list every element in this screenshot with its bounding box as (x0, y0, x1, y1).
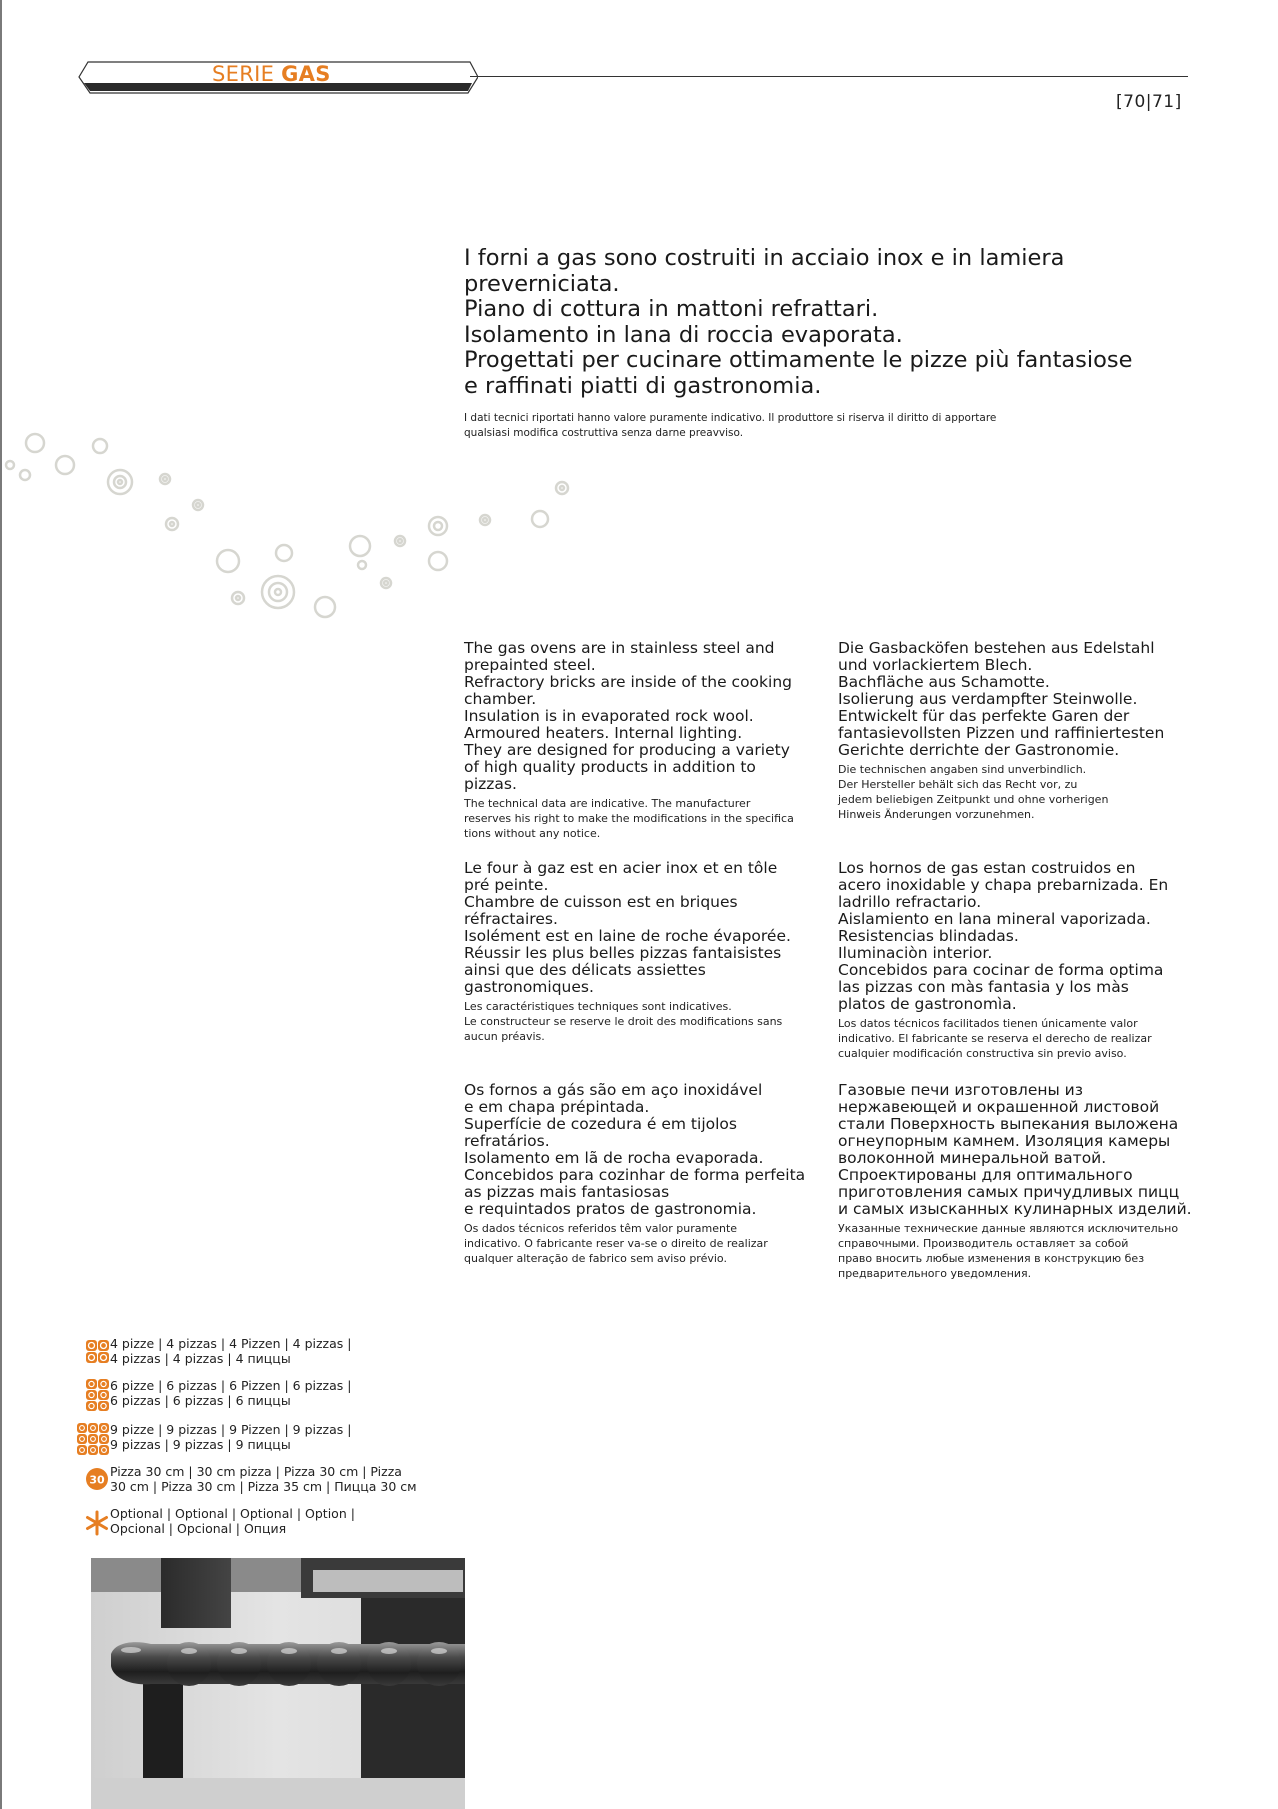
text-line: Iluminaciòn interior. (838, 944, 993, 962)
note-line: cualquier modificación constructiva sin previo aviso. (838, 1047, 1127, 1060)
decorative-circles (0, 420, 600, 630)
text-line: They are designed for producing a variety (464, 741, 790, 759)
legend-line: 9 pizzas | 9 pizzas | 9 пиццы (110, 1437, 291, 1452)
text-line: ladrillo refractario. (838, 893, 982, 911)
note-line: предварительного уведомления. (838, 1267, 1032, 1280)
note-line: jedem beliebigen Zeitpunkt und ohne vorherigen (838, 793, 1109, 806)
legend-line: 4 pizze | 4 pizzas | 4 Pizzen | 4 pizzas | (110, 1336, 352, 1351)
text-block-spanish (838, 860, 1198, 1061)
page-edge-border (0, 0, 2, 1809)
intro-lead-line: Piano di cottura in mattoni refrattari. (464, 296, 879, 322)
nine-pizza-grid-icon (76, 1422, 110, 1458)
legend-text (110, 1336, 351, 1366)
intro-note-line: qualsiasi modifica costruttiva senza darne preavviso. (464, 427, 744, 439)
legend-nine-pizzas (82, 1422, 482, 1462)
text-line: acero inoxidable y chapa prebarnizada. En (838, 876, 1169, 894)
series-name: GAS (281, 62, 331, 86)
text-line: und vorlackiertem Blech. (838, 656, 1033, 674)
legend-text (110, 1378, 351, 1408)
four-pizza-grid-icon (84, 1336, 110, 1372)
text-line: Superfície de cozedura é em tijolos (464, 1115, 737, 1133)
text-line: prepainted steel. (464, 656, 596, 674)
text-block-english (464, 640, 824, 841)
text-line: Los hornos de gas estan costruidos en (838, 859, 1136, 877)
text-line: The gas ovens are in stainless steel and (464, 639, 775, 657)
intro-lead-line: Progettati per cucinare ottimamente le pizze più fantasiose (464, 347, 1133, 373)
text-block-french (464, 860, 824, 1044)
note-line: qualquer alteração de fabrico sem aviso prévio. (464, 1252, 727, 1265)
text-line: Insulation is in evaporated rock wool. (464, 707, 754, 725)
text-line: Concebidos para cozinhar de forma perfeita (464, 1166, 806, 1184)
size-badge-number: 30 (89, 1473, 105, 1487)
note-line: справочными. Производитель оставляет за собой (838, 1237, 1129, 1250)
text-line: as pizzas mais fantasiosas (464, 1183, 670, 1201)
legend-text (110, 1464, 417, 1494)
legend-text (110, 1422, 351, 1452)
note-line: indicativo. El fabricante se reserva el derecho de realizar (838, 1032, 1152, 1045)
text-line: refratários. (464, 1132, 550, 1150)
legend-line: 6 pizze | 6 pizzas | 6 Pizzen | 6 pizzas | (110, 1378, 352, 1393)
text-line: réfractaires. (464, 910, 558, 928)
legend-six-pizzas (82, 1378, 482, 1418)
note-line: aucun préavis. (464, 1030, 545, 1043)
text-block-russian (838, 1082, 1198, 1281)
series-prefix: SERIE (212, 62, 275, 86)
note-line: Die technischen angaben sind unverbindlich. (838, 763, 1087, 776)
text-line: Aislamiento en lana mineral vaporizada. (838, 910, 1151, 928)
text-line: Gerichte derrichte der Gastronomie. (838, 741, 1120, 759)
note-line: reserves his right to make the modifications in the specifica (464, 812, 794, 825)
intro-lead-line: I forni a gas sono costruiti in acciaio inox e in lamiera (464, 245, 1065, 271)
legend-line: 6 pizzas | 6 pizzas | 6 пиццы (110, 1393, 291, 1408)
intro-lead-line: preverniciata. (464, 270, 620, 297)
note-line: Hinweis Änderungen vorzunehmen. (838, 808, 1035, 821)
text-line: Le four à gaz est en acier inox et en tôle (464, 859, 778, 877)
note-line: tions without any notice. (464, 827, 601, 840)
legend-text (110, 1506, 355, 1536)
six-pizza-grid-icon (84, 1378, 110, 1414)
note-line: Los datos técnicos facilitados tienen únicamente valor (838, 1017, 1138, 1030)
series-title (212, 62, 331, 86)
text-line: Спроектированы для оптимального (838, 1166, 1133, 1184)
text-line: Refractory bricks are inside of the cooking (464, 673, 792, 691)
legend-line: Optional | Optional | Optional | Option | (110, 1506, 355, 1521)
note-line: The technical data are indicative. The manufacturer (464, 797, 751, 810)
legend-line: 9 pizze | 9 pizzas | 9 Pizzen | 9 pizzas | (110, 1422, 352, 1437)
note-line: Der Hersteller behält sich das Recht vor, zu (838, 778, 1078, 791)
note-line: indicativo. O fabricante reser va-se o direito de realizar (464, 1237, 768, 1250)
text-line: Isolamento em lã de rocha evaporada. (464, 1149, 764, 1167)
text-line: las pizzas con màs fantasia y los màs (838, 978, 1129, 996)
text-line: Réussir les plus belles pizzas fantaisistes (464, 944, 782, 962)
text-line: приготовления самых причудливых пицц (838, 1183, 1180, 1201)
text-line: gastronomiques. (464, 978, 594, 996)
note-line: Указанные технические данные являются исключительно (838, 1222, 1179, 1235)
intro-note-line: I dati tecnici riportati hanno valore puramente indicativo. Il produttore si riserva il diritto di apportare (464, 412, 997, 424)
text-line: Bachfläche aus Schamotte. (838, 673, 1050, 691)
text-line: Газовые печи изготовлены из (838, 1081, 1083, 1099)
text-line: Die Gasbacköfen bestehen aus Edelstahl (838, 639, 1155, 657)
text-block-portuguese (464, 1082, 824, 1266)
legend-line: Opcional | Opcional | Опция (110, 1521, 287, 1536)
note-line: Le constructeur se reserve le droit des modifications sans (464, 1015, 783, 1028)
note-line: Les caractéristiques techniques sont indicatives. (464, 1000, 732, 1013)
text-line: Resistencias blindadas. (838, 927, 1019, 945)
intro-lead-line: Isolamento in lana di roccia evaporata. (464, 321, 903, 348)
text-line: огнеупорным камнем. Изоляция камеры (838, 1132, 1171, 1150)
asterisk-icon (84, 1506, 110, 1542)
text-line: Entwickelt für das perfekte Garen der (838, 707, 1130, 725)
page-number: [70|71] (1116, 92, 1182, 112)
intro-lead (464, 246, 1184, 399)
text-line: нержавеющей и окрашенной листовой (838, 1098, 1160, 1116)
legend-line: Pizza 30 cm | 30 cm pizza | Pizza 30 cm | Pizza (110, 1464, 402, 1479)
text-line: platos de gastronomìa. (838, 995, 1017, 1013)
oven-handle-photo (91, 1558, 465, 1809)
pizza-size-badge-icon (84, 1464, 110, 1500)
intro-lead-line: e raffinati piatti di gastronomia. (464, 372, 822, 399)
text-line: pré peinte. (464, 876, 549, 894)
text-line: Armoured heaters. Internal lighting. (464, 724, 743, 742)
text-line: Chambre de cuisson est en briques (464, 893, 738, 911)
text-line: e em chapa prépintada. (464, 1098, 650, 1116)
header-rule (470, 76, 1188, 77)
text-line: of high quality products in addition to (464, 758, 756, 776)
text-line: и самых изысканных кулинарных изделий. (838, 1200, 1192, 1218)
legend-line: 4 pizzas | 4 pizzas | 4 пиццы (110, 1351, 291, 1366)
text-line: Concebidos para cocinar de forma optima (838, 961, 1164, 979)
text-line: fantasievollsten Pizzen und raffiniertesten (838, 724, 1165, 742)
text-line: pizzas. (464, 775, 517, 793)
text-line: Isolierung aus verdampfter Steinwolle. (838, 690, 1138, 708)
note-line: Os dados técnicos referidos têm valor puramente (464, 1222, 738, 1235)
text-line: Isolément est en laine de roche évaporée. (464, 927, 791, 945)
text-block-german (838, 640, 1198, 822)
note-line: право вносить любые изменения в конструкцию без (838, 1252, 1145, 1265)
legend-pizza-size (82, 1464, 482, 1504)
legend-optional (82, 1506, 482, 1546)
legend-line: 30 cm | Pizza 30 cm | Pizza 35 cm | Пицца 30 см (110, 1479, 417, 1494)
text-line: e requintados pratos de gastronomia. (464, 1200, 757, 1218)
text-line: Os fornos a gás são em aço inoxidável (464, 1081, 763, 1099)
text-line: chamber. (464, 690, 537, 708)
text-line: волоконной минеральной ватой. (838, 1149, 1107, 1167)
text-line: ainsi que des délicats assiettes (464, 961, 706, 979)
text-line: стали Поверхность выпекания выложена (838, 1115, 1179, 1133)
legend-four-pizzas (82, 1336, 482, 1376)
